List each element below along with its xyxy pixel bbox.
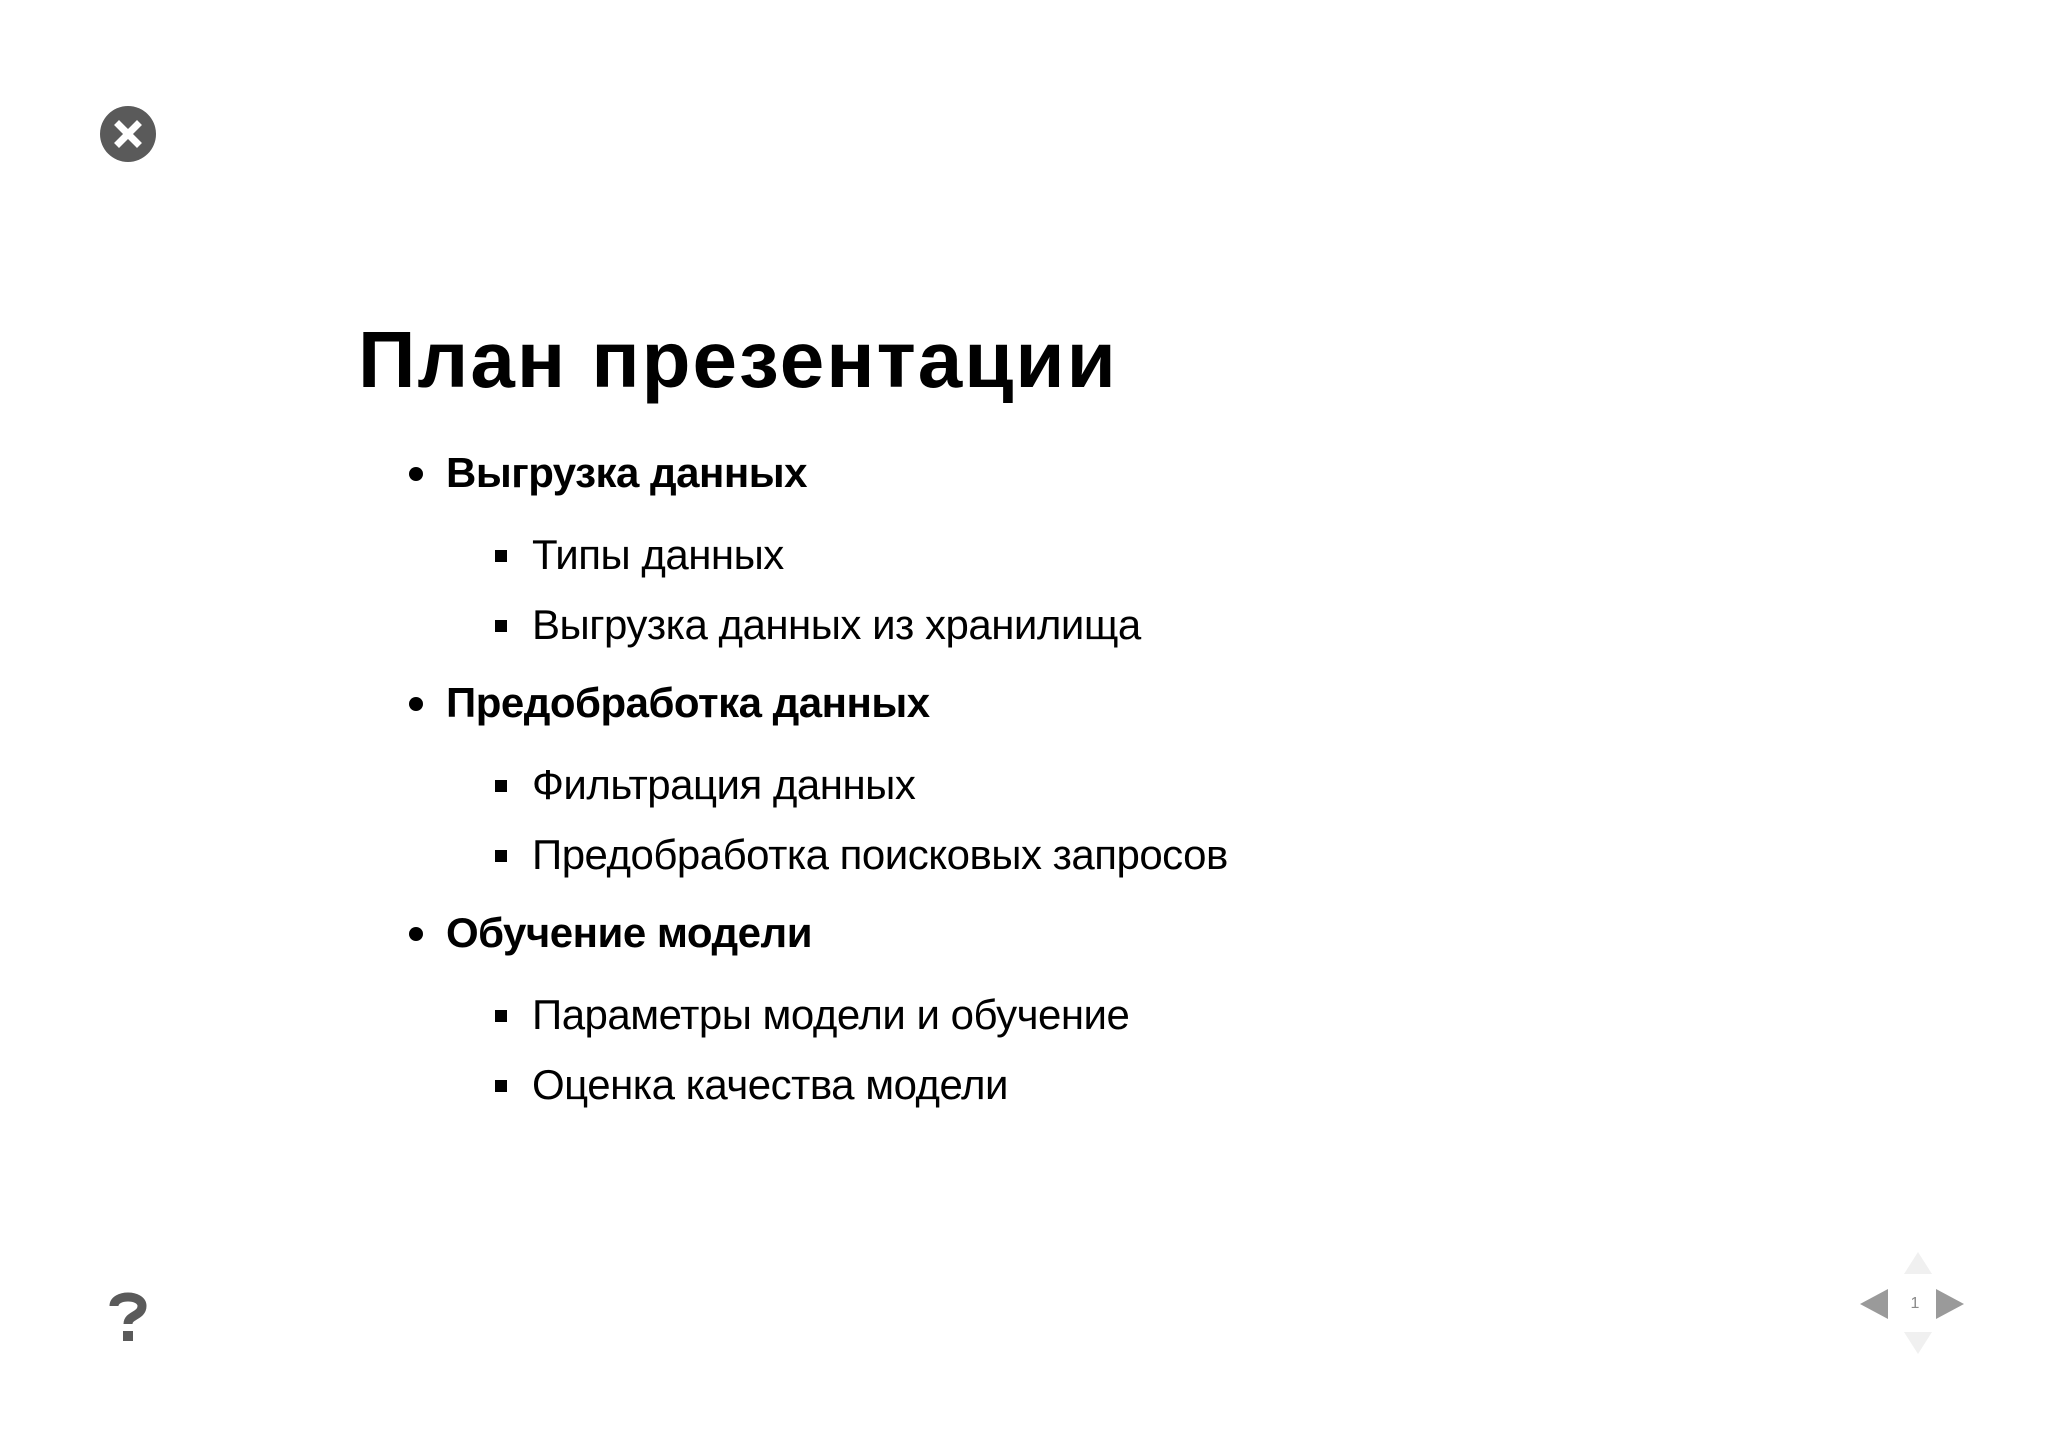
section-label: Предобработка данных xyxy=(446,679,930,726)
sub-item-label: Параметры модели и обучение xyxy=(532,991,1130,1038)
outline-section xyxy=(400,668,1228,890)
bullet-square xyxy=(495,1010,507,1022)
sub-item xyxy=(400,1050,1228,1120)
sub-list xyxy=(400,750,1228,890)
bullet-square xyxy=(495,1080,507,1092)
outline-section xyxy=(400,438,1228,660)
bullet-square xyxy=(495,850,507,862)
nav-prev-arrow-icon[interactable] xyxy=(1860,1289,1888,1319)
nav-next-arrow-icon[interactable] xyxy=(1936,1289,1964,1319)
page-number: 1 xyxy=(1910,1295,1920,1312)
close-button[interactable] xyxy=(100,106,156,162)
sub-item-label: Типы данных xyxy=(532,531,784,578)
slide-navigation xyxy=(1860,1252,1970,1356)
section-label: Выгрузка данных xyxy=(446,449,808,496)
outline-section xyxy=(400,898,1228,1120)
sub-list xyxy=(400,980,1228,1120)
section-label: Обучение модели xyxy=(446,909,813,956)
section-heading xyxy=(400,898,1228,968)
sub-item-label: Оценка качества модели xyxy=(532,1061,1008,1108)
bullet-square xyxy=(495,780,507,792)
sub-list xyxy=(400,520,1228,660)
sub-item xyxy=(400,820,1228,890)
sub-item xyxy=(400,980,1228,1050)
question-mark-icon xyxy=(108,1291,148,1350)
bullet-dot xyxy=(409,467,423,481)
sub-item xyxy=(400,520,1228,590)
bullet-dot xyxy=(409,697,423,711)
bullet-dot xyxy=(409,927,423,941)
section-heading xyxy=(400,668,1228,738)
sub-item-label: Выгрузка данных из хранилища xyxy=(532,601,1141,648)
bullet-square xyxy=(495,620,507,632)
bullet-square xyxy=(495,550,507,562)
section-heading xyxy=(400,438,1228,508)
close-circle-icon xyxy=(113,119,143,149)
sub-item xyxy=(400,750,1228,820)
nav-down-arrow-icon[interactable] xyxy=(1904,1332,1932,1354)
slide-title: План презентации xyxy=(358,315,1118,404)
nav-up-arrow-icon[interactable] xyxy=(1904,1252,1932,1274)
sub-item-label: Предобработка поисковых запросов xyxy=(532,831,1228,878)
sub-item xyxy=(400,590,1228,660)
outline-list xyxy=(400,438,1228,1128)
help-button[interactable] xyxy=(106,1290,150,1350)
sub-item-label: Фильтрация данных xyxy=(532,761,916,808)
